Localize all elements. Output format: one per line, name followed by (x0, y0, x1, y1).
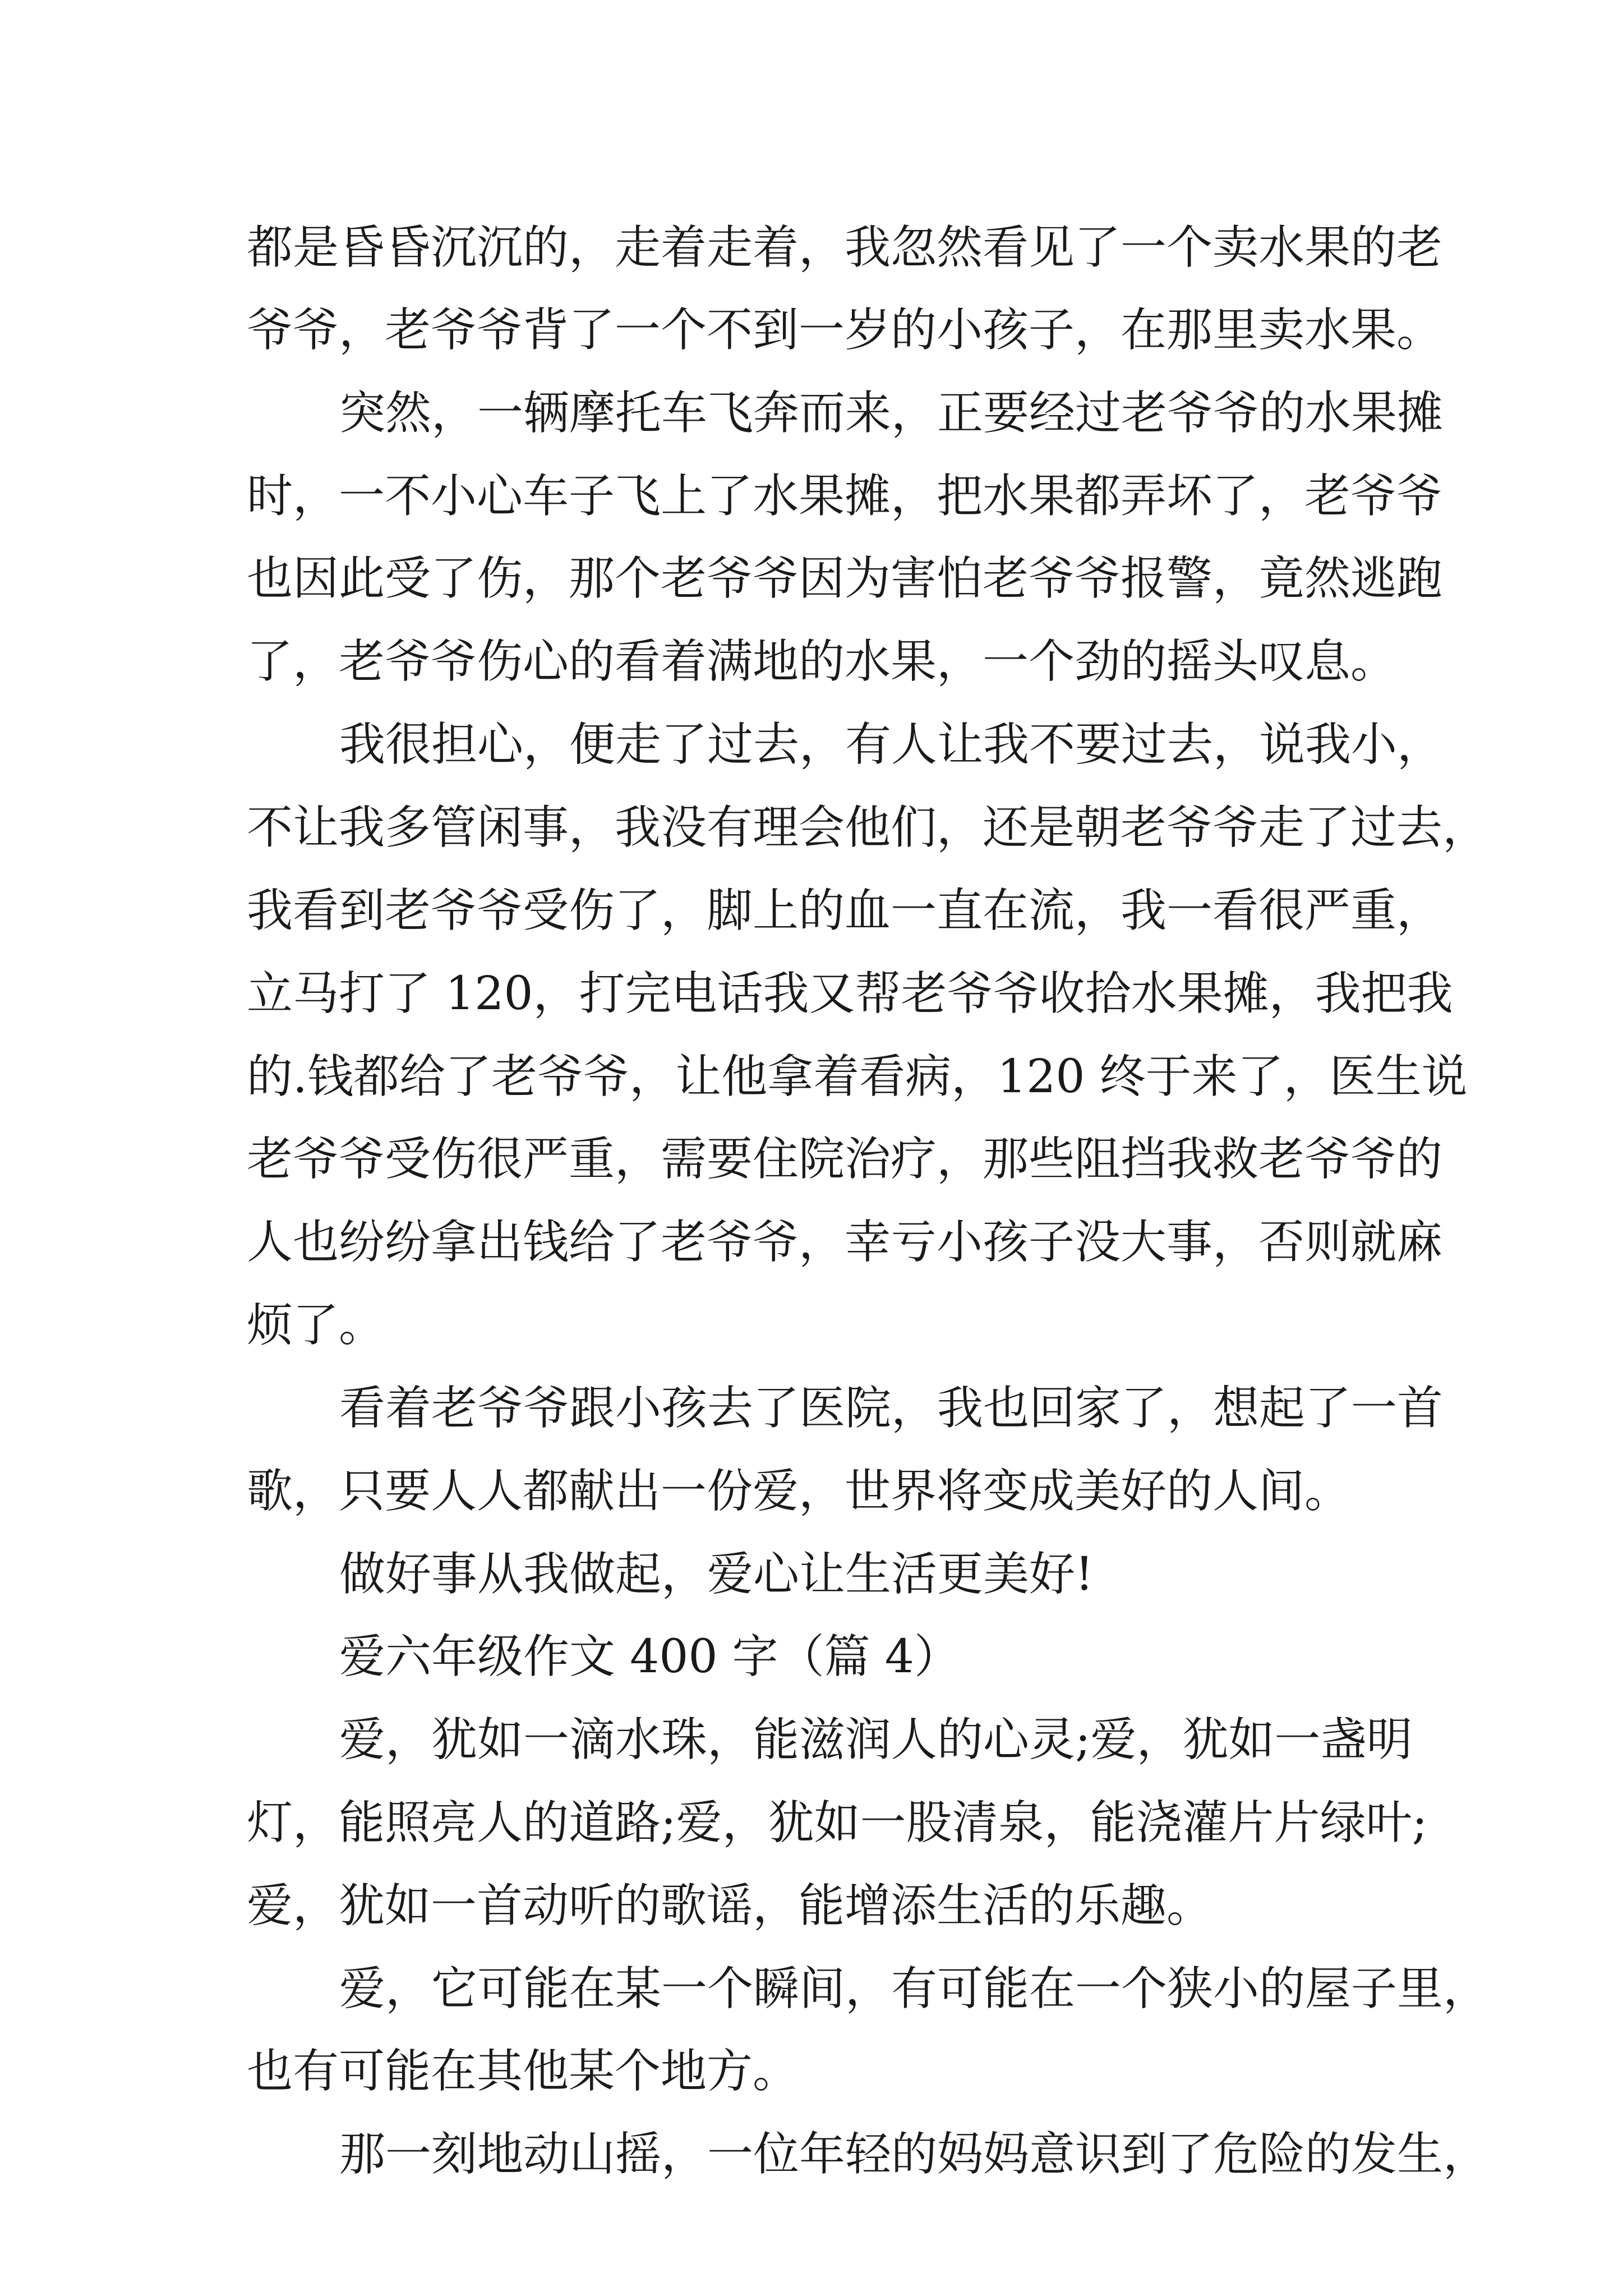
text-line: 老爷爷受伤很严重，需要住院治疗，那些阻挡我救老爷爷的 (247, 1133, 1443, 1186)
text-line: 也有可能在其他某个地方。 (247, 2045, 799, 2098)
paragraph-start-line: 做好事从我做起，爱心让生活更美好! (339, 1548, 1094, 1601)
section-heading: 爱六年级作文 400 字（篇 4） (339, 1630, 960, 1683)
paragraph-start-line: 看着老爷爷跟小孩去了医院，我也回家了，想起了一首 (339, 1382, 1444, 1435)
text-line: 爷爷，老爷爷背了一个不到一岁的小孩子，在那里卖水果。 (247, 303, 1443, 357)
text-line: 也因此受了伤，那个老爷爷因为害怕老爷爷报警，竟然逃跑 (247, 552, 1443, 605)
paragraph-start-line: 那一刻地动山摇，一位年轻的妈妈意识到了危险的发生， (339, 2128, 1490, 2181)
text-line: 人也纷纷拿出钱给了老爷爷，幸亏小孩子没大事，否则就麻 (247, 1216, 1443, 1269)
text-line: 不让我多管闲事，我没有理会他们，还是朝老爷爷走了过去， (247, 801, 1489, 854)
paragraph-start-line: 突然，一辆摩托车飞奔而来，正要经过老爷爷的水果摊 (339, 386, 1444, 440)
text-line: 灯，能照亮人的道路;爱，犹如一股清泉，能浇灌片片绿叶; (247, 1796, 1428, 1849)
text-line: 立马打了 120，打完电话我又帮老爷爷收拾水果摊，我把我 (247, 967, 1453, 1020)
paragraph-start-line: 爱，犹如一滴水珠，能滋润人的心灵;爱，犹如一盏明 (339, 1713, 1413, 1766)
text-line: 了，老爷爷伤心的看着满地的水果，一个劲的摇头叹息。 (247, 635, 1397, 688)
text-line: 我看到老爷爷受伤了，脚上的血一直在流，我一看很严重， (247, 884, 1443, 937)
paragraph-start-line: 爱，它可能在某一个瞬间，有可能在一个狭小的屋子里， (339, 1962, 1490, 2016)
text-line: 烦了。 (247, 1299, 385, 1352)
text-line: 歌，只要人人都献出一份爱，世界将变成美好的人间。 (247, 1465, 1351, 1518)
text-line: 都是昏昏沉沉的，走着走着，我忽然看见了一个卖水果的老 (247, 221, 1443, 274)
paragraph-start-line: 我很担心，便走了过去，有人让我不要过去，说我小， (339, 718, 1444, 771)
text-line: 时，一不小心车子飞上了水果摊，把水果都弄坏了，老爷爷 (247, 470, 1443, 523)
text-line: 的.钱都给了老爷爷，让他拿着看病，120 终于来了，医生说 (247, 1050, 1468, 1103)
text-line: 爱，犹如一首动听的歌谣，能增添生活的乐趣。 (247, 1879, 1213, 1932)
